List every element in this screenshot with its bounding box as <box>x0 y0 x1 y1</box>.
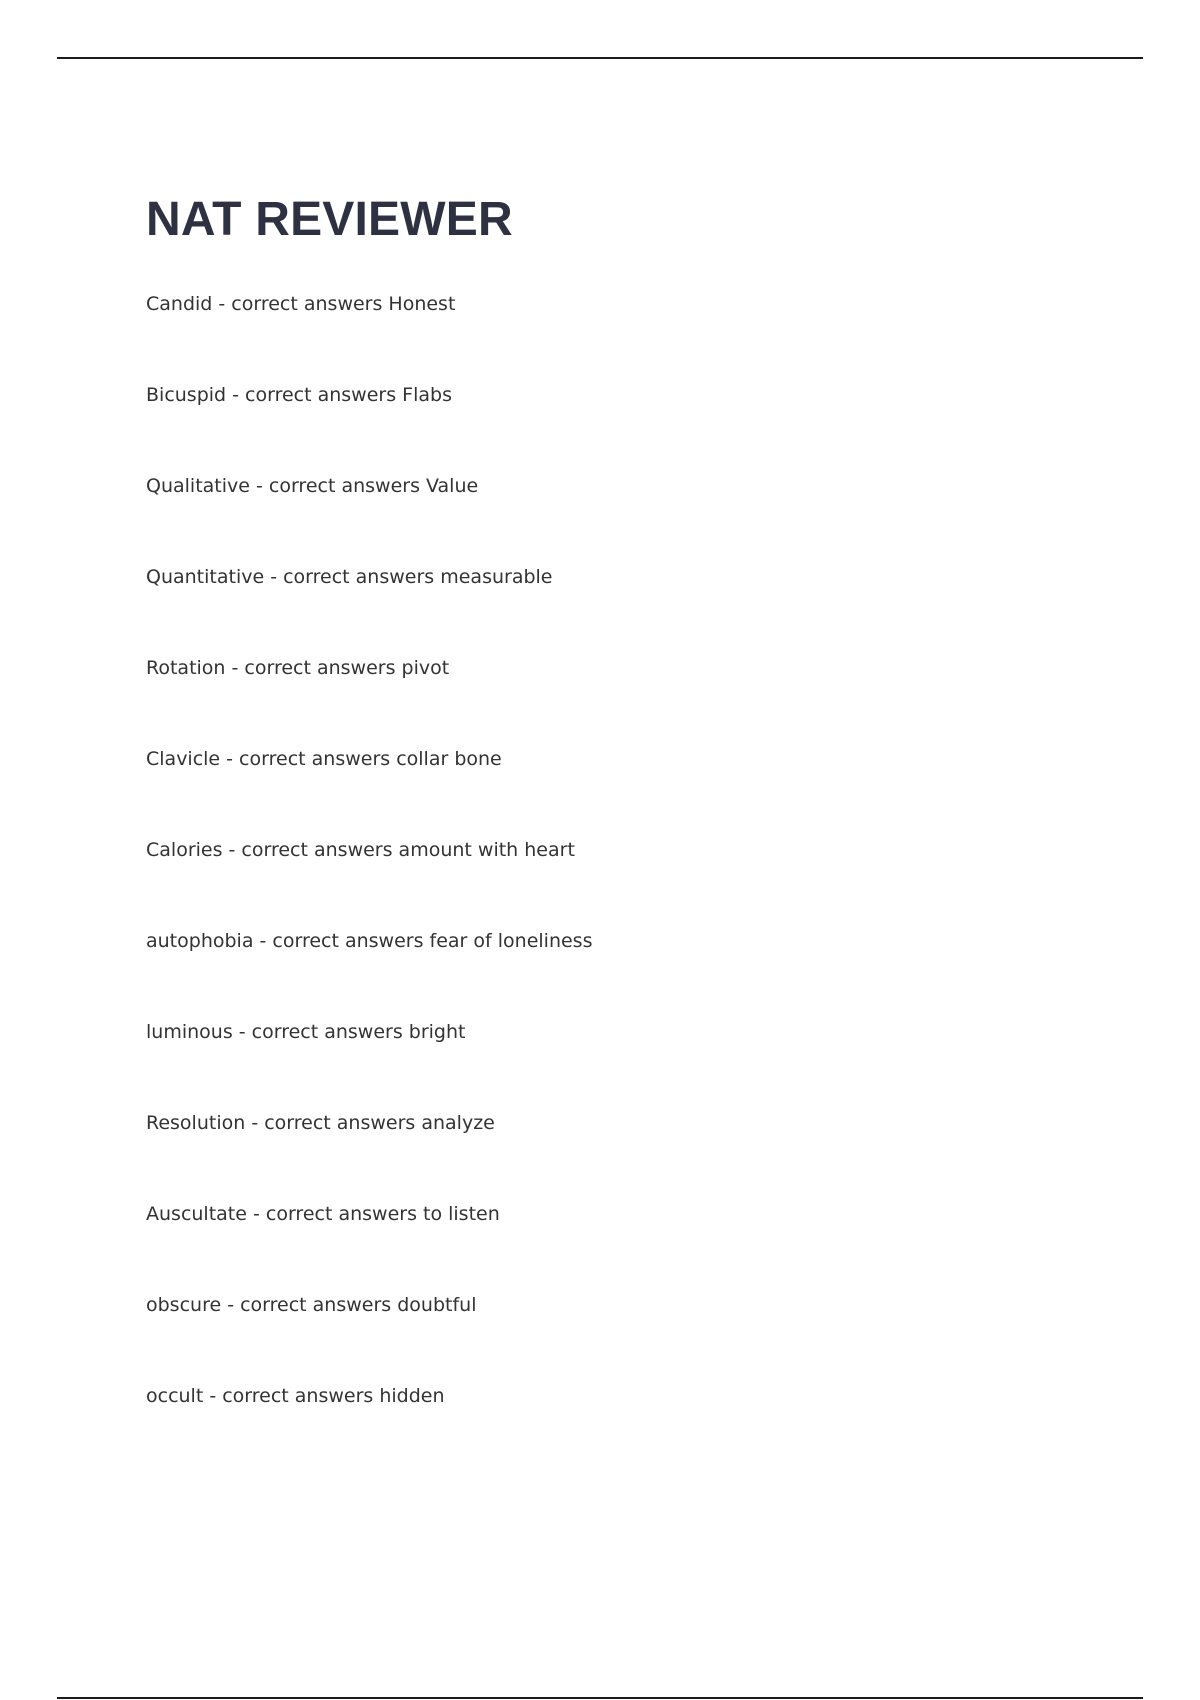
qa-item: obscure - correct answers doubtful <box>146 1294 477 1316</box>
qa-item: occult - correct answers hidden <box>146 1385 445 1407</box>
qa-item: Bicuspid - correct answers Flabs <box>146 384 452 406</box>
header-rule <box>57 57 1143 59</box>
qa-list <box>146 292 592 1475</box>
footer-rule <box>57 1697 1143 1699</box>
qa-item: Quantitative - correct answers measurable <box>146 566 553 588</box>
qa-item: Candid - correct answers Honest <box>146 293 456 315</box>
qa-item: luminous - correct answers bright <box>146 1021 466 1043</box>
qa-item: Auscultate - correct answers to listen <box>146 1203 500 1225</box>
qa-item: Calories - correct answers amount with heart <box>146 839 575 861</box>
qa-item: Clavicle - correct answers collar bone <box>146 748 502 770</box>
qa-item: Qualitative - correct answers Value <box>146 475 479 497</box>
document-title: NAT REVIEWER <box>146 193 513 246</box>
qa-item: Rotation - correct answers pivot <box>146 657 450 679</box>
qa-item: Resolution - correct answers analyze <box>146 1112 495 1134</box>
document-body <box>146 190 1126 1407</box>
qa-item: autophobia - correct answers fear of loneliness <box>146 930 593 952</box>
